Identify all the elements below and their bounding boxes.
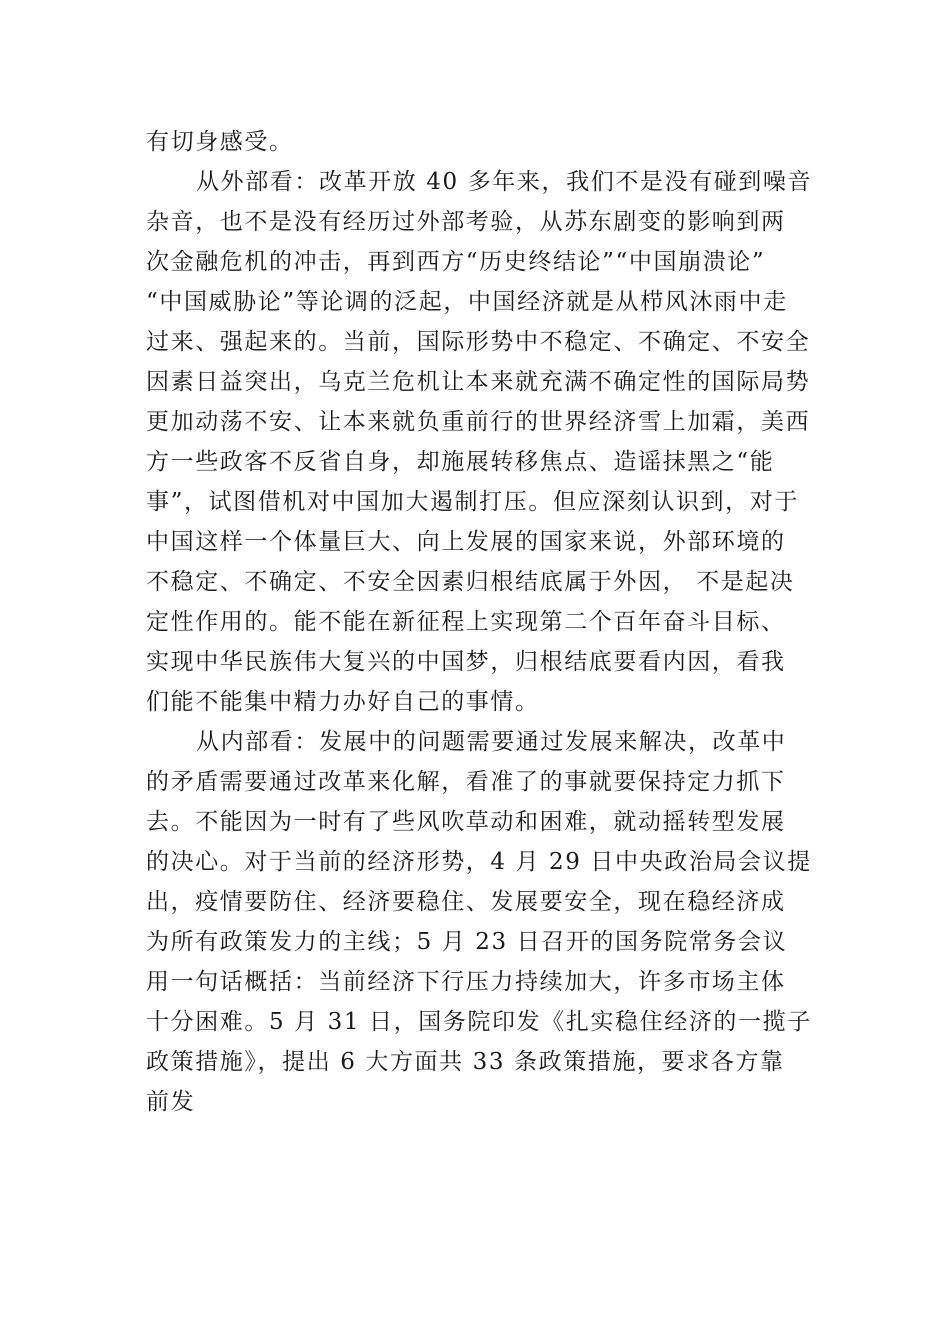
text-line: 更加动荡不安、让本来就负重前行的世界经济雪上加霜，美西 [146,409,811,435]
text-line: 实现中华民族伟大复兴的中国梦，归根结底要看内因，看我 [146,649,786,675]
text-line: 次金融危机的冲击，再到西方“历史终结论”“中国崩溃论” [146,249,766,275]
body-text [146,122,816,1122]
text-line: 政策措施》，提出 6 大方面共 33 条政策措施，要求各方靠 [146,1049,785,1075]
text-line: 定性作用的。能不能在新征程上实现第二个百年奋斗目标、 [146,609,786,635]
text-line: 前发 [146,1089,196,1115]
paragraph-start-line: 从内部看：发展中的问题需要通过发展来解决，改革中 [196,729,787,755]
text-line: 有切身感受。 [146,129,294,155]
text-line: 十分困难。5 月 31 日，国务院印发《扎实稳住经济的一揽子 [146,1009,812,1035]
text-line: 用一句话概括：当前经济下行压力持续加大，许多市场主体 [146,969,786,995]
text-line: 因素日益突出，乌克兰危机让本来就充满不确定性的国际局势 [146,369,811,395]
text-line: 方一些政客不反省自身，却施展转移焦点、造谣抹黑之“能 [146,449,775,475]
text-line: 的决心。对于当前的经济形势，4 月 29 日中央政治局会议提 [146,849,812,875]
text-line: 事”，试图借机对中国加大遏制打压。但应深刻认识到，对于 [146,489,799,515]
text-line: 为所有政策发力的主线；5 月 23 日召开的国务院常务会议 [146,929,788,955]
paragraph-start-line: 从外部看：改革开放 40 多年来，我们不是没有碰到噪音 [196,169,813,195]
text-line: 杂音，也不是没有经历过外部考验，从苏东剧变的影响到两 [146,209,786,235]
text-line: 们能不能集中精力办好自己的事情。 [146,689,540,715]
text-line: “中国威胁论”等论调的泛起，中国经济就是从栉风沐雨中走 [146,289,788,315]
text-line: 中国这样一个体量巨大、向上发展的国家来说，外部环境的 [146,529,786,555]
text-line: 出，疫情要防住、经济要稳住、发展要安全，现在稳经济成 [146,889,786,915]
text-line: 的矛盾需要通过改革来化解，看准了的事就要保持定力抓下 [146,769,786,795]
text-line: 过来、强起来的。当前，国际形势中不稳定、不确定、不安全 [146,329,811,355]
text-line: 去。不能因为一时有了些风吹草动和困难，就动摇转型发展 [146,809,786,835]
text-line: 不稳定、不确定、不安全因素归根结底属于外因， 不是起决 [146,569,795,595]
